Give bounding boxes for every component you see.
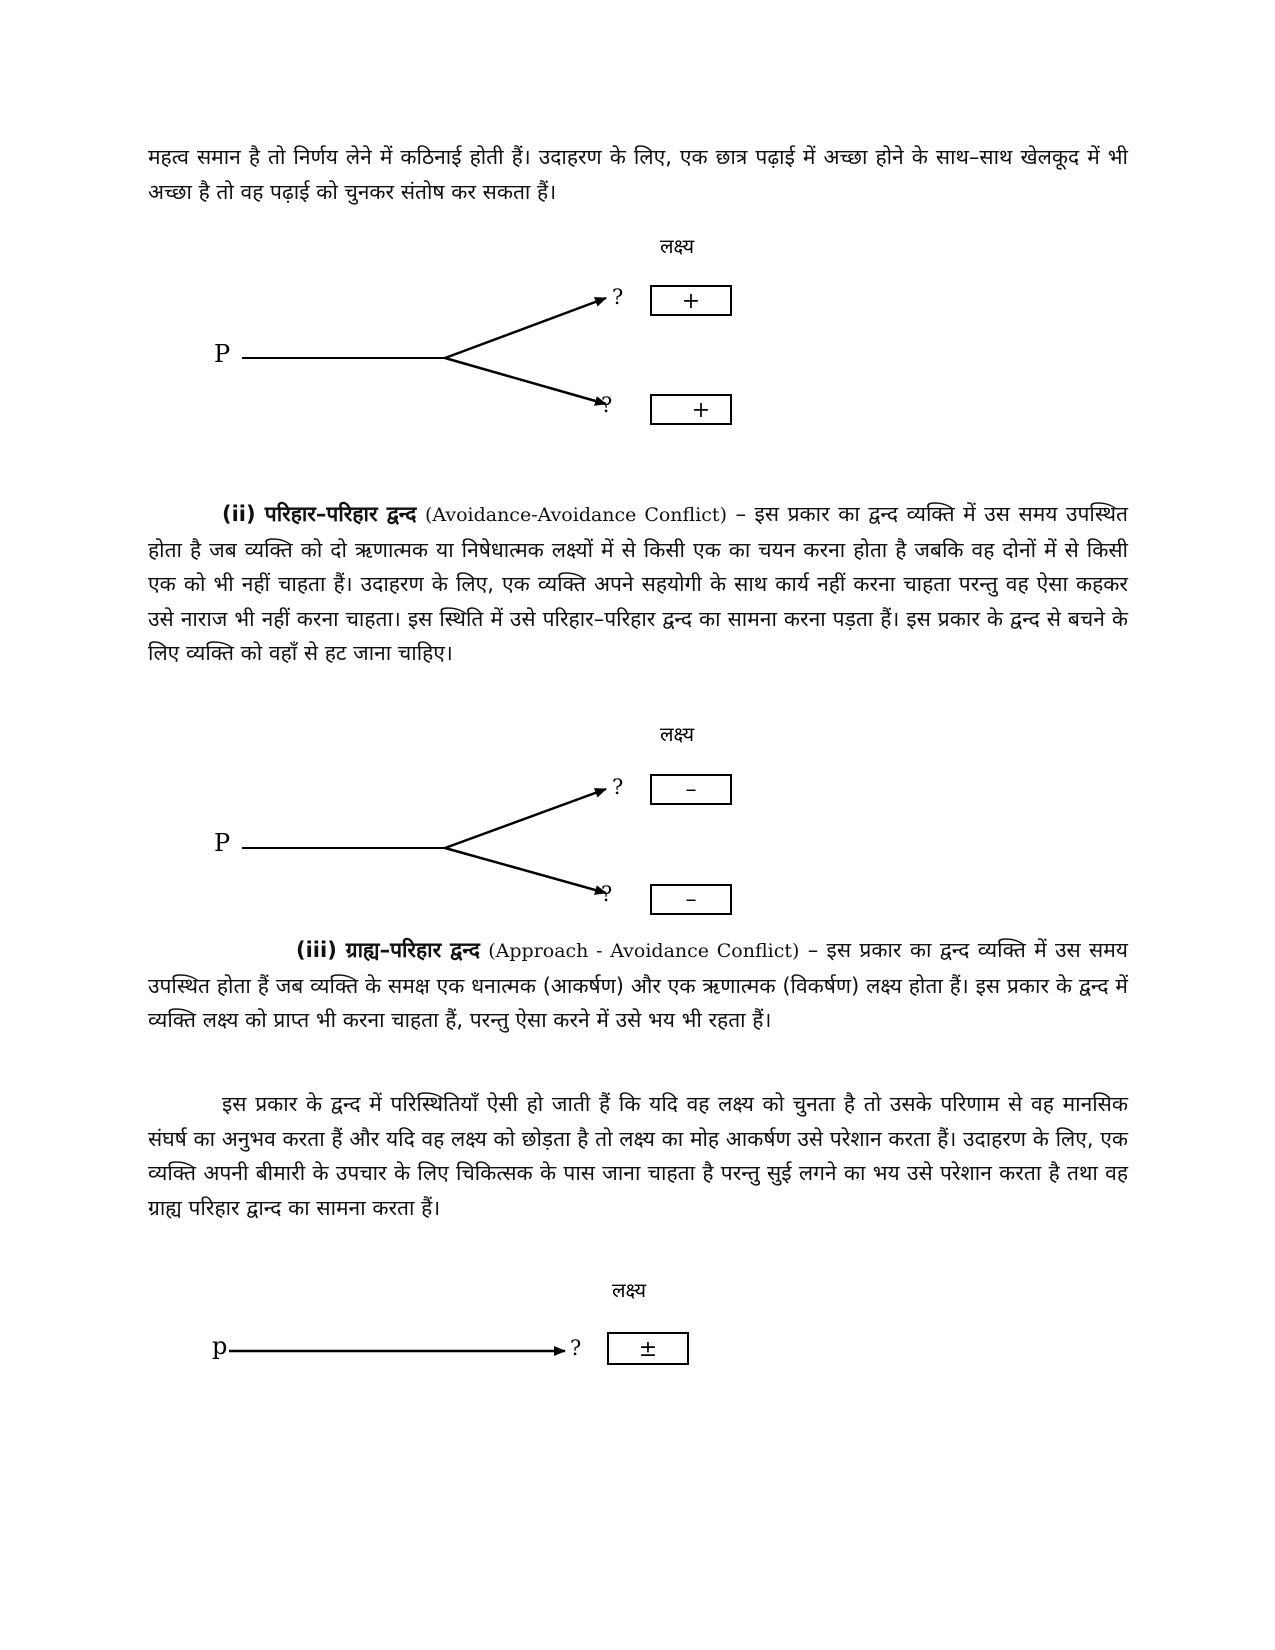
goal-label: लक्ष्य — [612, 1278, 647, 1302]
section-iii-paragraph — [148, 933, 1128, 1038]
paragraph-intro: महत्व समान है तो निर्णय लेने में कठिनाई होती हैं। उदाहरण के लिए, एक छात्र पढ़ाई में अच्छा होने के साथ–साथ खेलकूद में भी अच्छा है तो वह पढ़ाई को चुनकर संतोष कर सकता हैं। — [148, 145, 1128, 204]
goal-box-bottom-sign: + — [691, 398, 711, 423]
arrow-top — [445, 298, 606, 358]
person-label: p — [212, 1332, 228, 1360]
goal-box-sign: ± — [638, 1337, 658, 1362]
section-ii-body: – इस प्रकार का द्वन्द व्यक्ति में उस समय उपस्थित होता है जब व्यक्ति को दो ऋणात्मक या निषेधात्मक लक्ष्यों में से किसी एक का चयन करना होता है जबकि वह दोनों में से किसी एक को भी नहीं चाहता हैं। उदाहरण के लिए, एक व्यक्ति अपने सहयोगी के साथ कार्य नहीं करना चाहता परन्तु वह ऐसा कहकर उसे नाराज भी नहीं करना चाहता। इस स्थिति में उसे परिहार–परिहार द्वन्द का सामना करना पड़ता हैं। इस प्रकार के द्वन्द से बचने के लिए व्यक्ति को वहाँ से हट जाना चाहिए। — [148, 502, 1128, 665]
section-iii-body: – इस प्रकार का द्वन्द व्यक्ति में उस समय उपस्थित होता हैं जब व्यक्ति के समक्ष एक धनात्मक (आकर्षण) और एक ऋणात्मक (विकर्षण) लक्ष्य होता हैं। इस प्रकार के द्वन्द में व्यक्ति लक्ष्य को प्राप्त भी करना चाहता हैं, परन्तु ऐसा करने में उसे भय भी रहता हैं। — [148, 938, 1128, 1032]
section-iii-english-term: (Approach - Avoidance Conflict) — [488, 940, 800, 962]
section-ii-paragraph — [148, 497, 1128, 671]
diagram-2 — [214, 722, 731, 914]
paragraph-example: इस प्रकार के द्वन्द में परिस्थितियाँ ऐसी हो जाती हैं कि यदि वह लक्ष्य को चुनता है तो उसके परिणाम से वह मानसिक संघर्ष का अनुभव करता हैं और यदि वह लक्ष्य को छोड़ता है तो लक्ष्य का मोह आकर्षण उसे परेशान करता हैं। उदाहरण के लिए, एक व्यक्ति अपनी बीमारी के उपचार के लिए चिकित्सक के पास जाना चाहता है परन्तु सुई लगने का भय उसे परेशान करता है तथा वह ग्राह्य परिहार द्वान्द का सामना करता हैं। — [148, 1092, 1128, 1220]
arrow-bottom — [445, 358, 606, 404]
goal-box-top-sign: + — [681, 289, 701, 314]
goal-label: लक्ष्य — [660, 722, 695, 746]
section-iii-heading: (iii) ग्राह्य–परिहार द्वन्द — [296, 938, 480, 962]
diagram-1 — [214, 234, 731, 424]
question-mark-bottom: ? — [601, 393, 613, 417]
diagram-3 — [212, 1278, 688, 1364]
question-mark: ? — [570, 1336, 582, 1360]
section-ii-english-term: (Avoidance-Avoidance Conflict) — [424, 504, 727, 526]
section-ii-heading: (ii) परिहार–परिहार द्वन्द — [222, 502, 417, 526]
arrow-bottom — [445, 848, 606, 893]
goal-box-top-sign: – — [685, 777, 697, 802]
goal-box-bottom-sign: – — [685, 887, 697, 912]
person-label: P — [214, 340, 231, 368]
question-mark-bottom: ? — [601, 882, 613, 906]
person-label: P — [214, 829, 231, 857]
question-mark-top: ? — [612, 285, 624, 309]
question-mark-top: ? — [612, 775, 624, 799]
goal-label: लक्ष्य — [660, 234, 695, 258]
arrow-top — [445, 789, 606, 848]
